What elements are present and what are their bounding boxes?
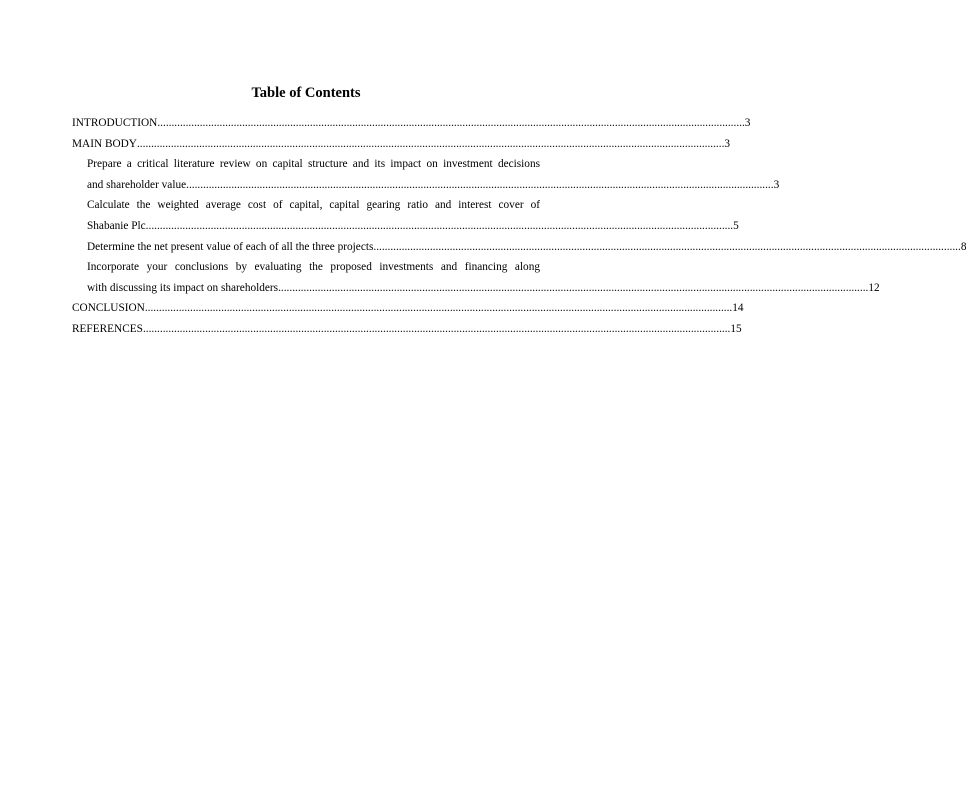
toc-entry-label: Determine the net present value of each of all the three projects [87, 240, 374, 253]
toc-page-number: 14 [732, 302, 744, 315]
dot-leader: ................................................................................................................................................................................................................ [280, 281, 869, 294]
dot-leader: ................................................................................................................................................................................................................ [157, 117, 745, 129]
toc-entry-label: MAIN BODY [72, 137, 137, 150]
dot-leader: ................................................................................................................................................................................................................ [373, 240, 961, 253]
dot-leader: ................................................................................................................................................................................................................ [145, 219, 734, 232]
toc-page-number: 8 [960, 240, 966, 253]
toc-entry-label: with discussing its impact on shareholders. [87, 281, 281, 294]
toc-page-number: 3 [724, 137, 731, 150]
toc-entry-label: Prepare a critical literature review on capital structure and its impact on investment decisions [87, 158, 540, 171]
toc-subentries [72, 154, 966, 298]
toc-entry-label: Incorporate your conclusions by evaluating the proposed investments and financing along [87, 261, 540, 274]
toc-entry-conclusion[interactable] [72, 298, 744, 319]
toc-entry-label: REFERENCES [72, 322, 143, 335]
toc-entry-continuation [72, 175, 780, 196]
dot-leader: ................................................................................................................................................................................................................ [186, 178, 774, 191]
toc-subentry-npv[interactable] [72, 237, 966, 258]
toc-subentry-conclusions[interactable] [72, 257, 880, 298]
toc-entry-continuation [72, 216, 739, 237]
toc-page-number: 3 [744, 117, 751, 129]
toc-page-number: 3 [773, 178, 780, 191]
toc-entry-label: Calculate the weighted average cost of capital, capital gearing ratio and interest cover of [87, 199, 540, 212]
toc-entry-label: CONCLUSION [72, 302, 145, 315]
toc-page-number: 5 [733, 219, 739, 232]
toc-title: Table of Contents [251, 85, 361, 101]
toc-entry-label: Shabanie Plc [87, 219, 146, 232]
toc-entry-introduction[interactable] [72, 113, 751, 134]
toc-entry-main-body[interactable] [72, 134, 731, 155]
dot-leader: ................................................................................................................................................................................................................ [144, 302, 733, 315]
toc-entry-label: and shareholder value [87, 178, 187, 191]
toc-entry-continuation [72, 278, 880, 299]
dot-leader: ................................................................................................................................................................................................................ [142, 322, 731, 335]
toc-subentry-wacc[interactable] [72, 195, 739, 236]
toc-subentry-literature-review[interactable] [72, 154, 780, 195]
toc-page-number: 15 [730, 322, 742, 335]
dot-leader: ................................................................................................................................................................................................................ [136, 137, 725, 150]
toc-page-number: 12 [868, 281, 880, 294]
toc-entry-references[interactable] [72, 319, 742, 340]
toc-entries [72, 113, 966, 340]
toc-entry-label: INTRODUCTION [72, 117, 158, 129]
